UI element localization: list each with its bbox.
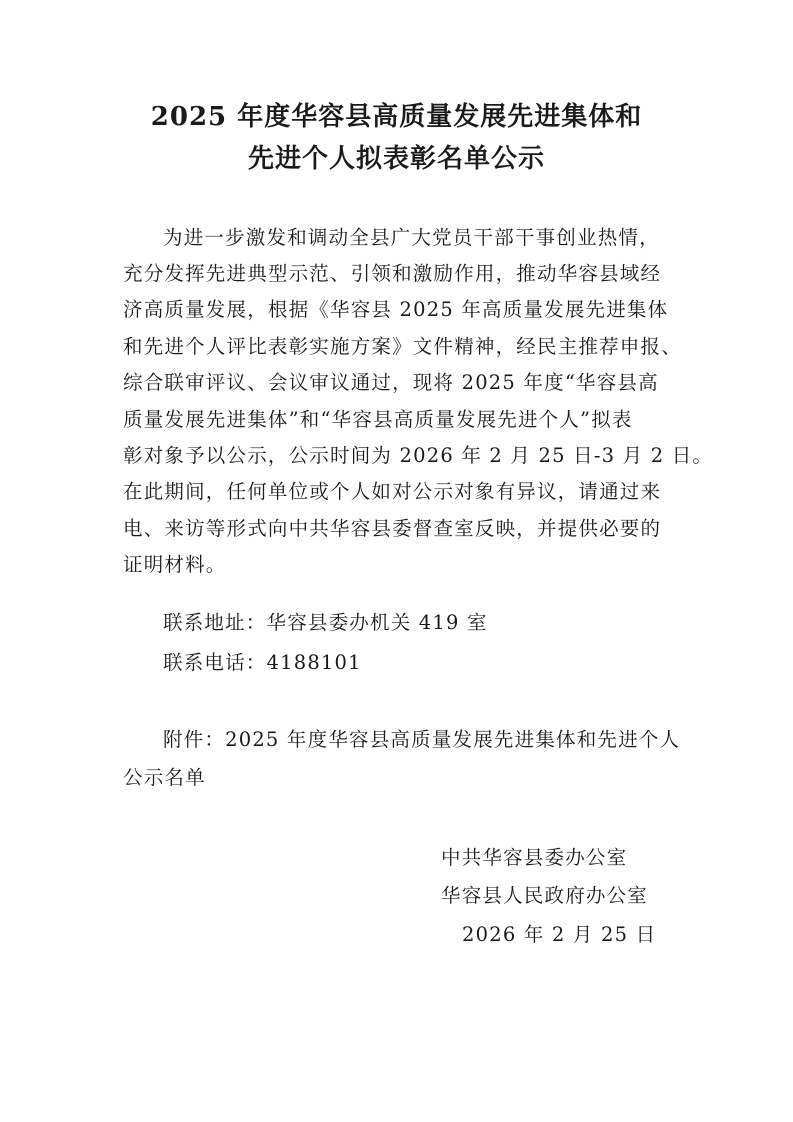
contact-phone: 联系电话：4188101 <box>163 651 362 674</box>
document-title-line1: 2025 年度华容县高质量发展先进集体和 <box>150 102 643 132</box>
attachment-line2: 公示名单 <box>123 766 206 789</box>
body-line: 充分发挥先进典型示范、引领和激励作用，推动华容县域经 <box>123 262 662 285</box>
body-line: 证明材料。 <box>123 553 227 576</box>
body-line: 电、来访等形式向中共华容县委督查室反映，并提供必要的 <box>123 517 662 540</box>
signature-org2: 华容县人民政府办公室 <box>441 884 649 907</box>
body-line: 彰对象予以公示，公示时间为 2026 年 2 月 25 日-3 月 2 日。 <box>123 444 714 467</box>
document-title-line2: 先进个人拟表彰名单公示 <box>247 144 545 174</box>
body-line: 和先进个人评比表彰实施方案》文件精神，经民主推荐申报、 <box>123 335 682 358</box>
body-line: 质量发展先进集体”和“华容县高质量发展先进个人”拟表 <box>123 408 633 431</box>
signature-org1: 中共华容县委办公室 <box>441 846 628 869</box>
body-line: 综合联审评议、会议审议通过，现将 2025 年度“华容县高 <box>123 371 659 394</box>
body-line: 为进一步激发和调动全县广大党员干部干事创业热情， <box>163 226 660 249</box>
signature-date: 2026 年 2 月 25 日 <box>462 923 657 946</box>
body-line: 在此期间，任何单位或个人如对公示对象有异议，请通过来 <box>123 480 662 503</box>
body-line: 济高质量发展，根据《华容县 2025 年高质量发展先进集体 <box>123 298 669 321</box>
contact-address: 联系地址：华容县委办机关 419 室 <box>163 611 488 634</box>
attachment-line1: 附件：2025 年度华容县高质量发展先进集体和先进个人 <box>163 728 681 751</box>
